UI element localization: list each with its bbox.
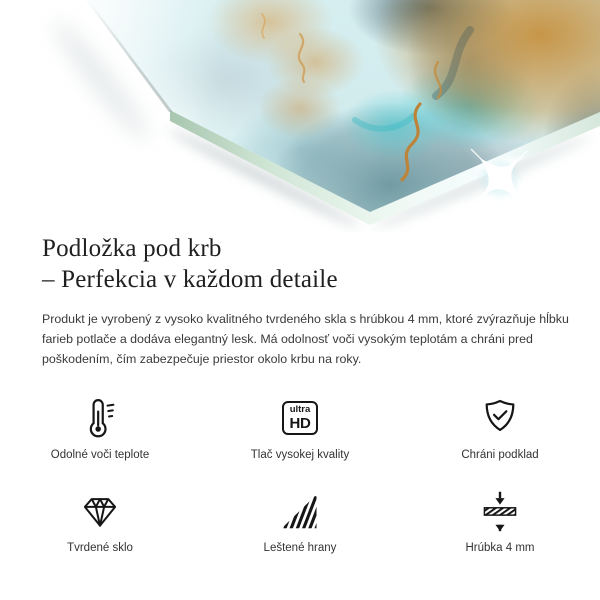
ultra-hd-badge-text-top: ultra bbox=[289, 404, 311, 416]
feature-item-protects-surface bbox=[405, 394, 595, 463]
diamond-icon bbox=[78, 489, 122, 533]
ultra-hd-badge-icon bbox=[282, 401, 318, 435]
product-hero-image bbox=[0, 0, 600, 232]
sparkle-icon bbox=[462, 140, 538, 216]
feature-label: Tlač vysokej kvality bbox=[250, 449, 350, 461]
thermometer-icon bbox=[78, 396, 122, 440]
feature-label: Odolné voči teplote bbox=[50, 449, 150, 461]
shield-check-icon bbox=[478, 396, 522, 440]
title-line-2: – Perfekcia v každom detaile bbox=[42, 266, 338, 293]
polished-edges-icon bbox=[278, 489, 322, 533]
feature-item-tempered-glass bbox=[5, 487, 195, 556]
thickness-press-icon bbox=[478, 489, 522, 533]
ultra-hd-badge-text-bottom: HD bbox=[289, 414, 311, 432]
feature-item-print-quality bbox=[205, 394, 395, 463]
feature-label: Hrúbka 4 mm bbox=[465, 542, 535, 554]
features-grid bbox=[0, 394, 600, 556]
page-title bbox=[42, 233, 338, 295]
title-line-1: Podložka pod krb bbox=[42, 235, 222, 262]
feature-item-polished-edges bbox=[205, 487, 395, 556]
product-description: Produkt je vyrobený z vysoko kvalitného tvrdeného skla s hrúbkou 4 mm, ktoré zvýrazňuje hĺbku farieb potlače a dodáva elegantný lesk. Má odolnosť voči vysokým teplotám a chráni pred poškodením, čím zabezpečuje priestor okolo krbu na roky. bbox=[42, 312, 569, 366]
feature-item-heat-resistant bbox=[5, 394, 195, 463]
feature-label: Chráni podklad bbox=[461, 449, 539, 461]
feature-item-thickness bbox=[405, 487, 595, 556]
feature-label: Tvrdené sklo bbox=[67, 542, 133, 554]
feature-label: Leštené hrany bbox=[263, 542, 337, 554]
